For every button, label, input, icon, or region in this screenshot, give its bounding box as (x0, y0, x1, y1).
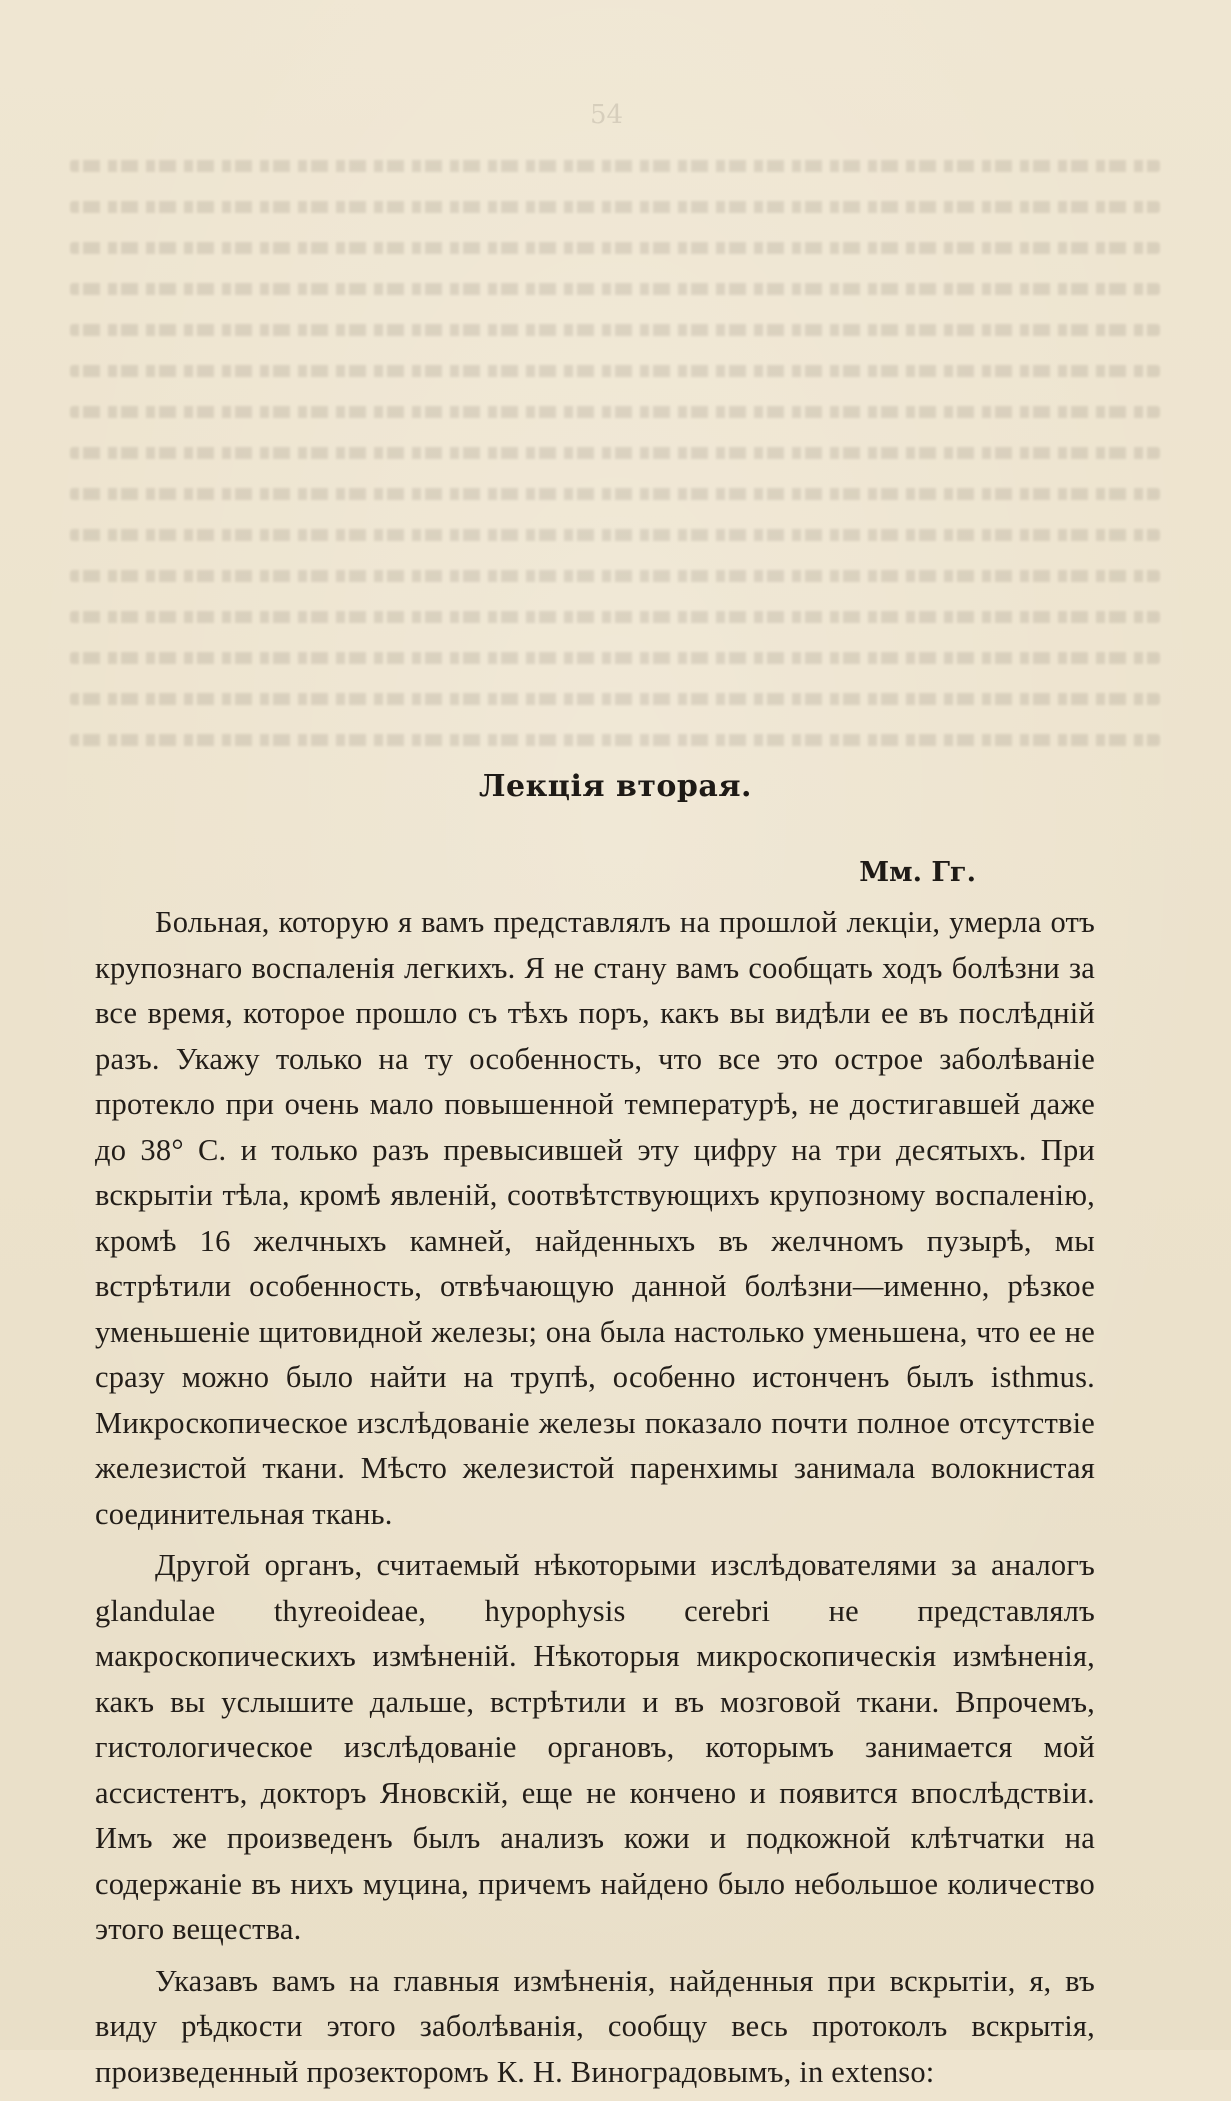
greeting: Мм. Гг. (859, 857, 976, 888)
bleed-through-page-number: 54 (590, 100, 624, 130)
bleed-through-text (70, 160, 1160, 800)
paragraph-1: Больная, которую я вамъ представлялъ на прошлой лекціи, умерла отъ крупознаго воспаленія легкихъ. Я не стану вамъ сообщать ходъ болѣзни за все время, которое прошло съ тѣхъ поръ, какъ вы видѣли ее въ послѣдній разъ. Укажу только на ту особенность, что все это острое заболѣваніе протекло при очень мало повышенной температурѣ, не достигавшей даже до 38° С. и только разъ превысившей эту цифру на три десятыхъ. При вскрытіи тѣла, кромѣ явленій, соотвѣтствующихъ крупозному воспаленію, кромѣ 16 желчныхъ камней, найденныхъ въ желчномъ пузырѣ, мы встрѣтили особенность, отвѣчающую данной болѣзни—именно, рѣзкое уменьшеніе щитовидной железы; она была настолько уменьшена, что ее не сразу можно было найти на трупѣ, особенно истонченъ былъ isthmus. Микроскопическое изслѣдованіе железы показало почти полное отсутствіе железистой ткани. Мѣсто железистой паренхимы занимала волокнистая соединительная ткань. (95, 905, 1095, 1531)
lecture-heading: Лекція вторая. (479, 769, 752, 804)
paragraph-3: Указавъ вамъ на главныя измѣненія, найденныя при вскрытіи, я, въ виду рѣдкости этого заболѣванія, сообщу весь протоколъ вскрытія, произведенный прозекторомъ К. Н. Виноградовымъ, in extenso: (95, 1963, 1095, 2089)
body-text (95, 900, 1095, 2101)
paragraph-2: Другой органъ, считаемый нѣкоторыми изслѣдователями за аналогъ glandulae thyreoideae, hypophysis cerebri не представлялъ макроскопическихъ измѣненій. Нѣкоторыя микроскопическія измѣненія, какъ вы услышите дальше, встрѣтили и въ мозговой ткани. Впрочемъ, гистологическое изслѣдованіе органовъ, которымъ занимается мой ассистентъ, докторъ Яновскій, еще не кончено и появится впослѣдствіи. Имъ же произведенъ былъ анализъ кожи и подкожной клѣтчатки на содержаніе въ нихъ муцина, причемъ найдено было небольшое количество этого вещества. (95, 1548, 1095, 1946)
